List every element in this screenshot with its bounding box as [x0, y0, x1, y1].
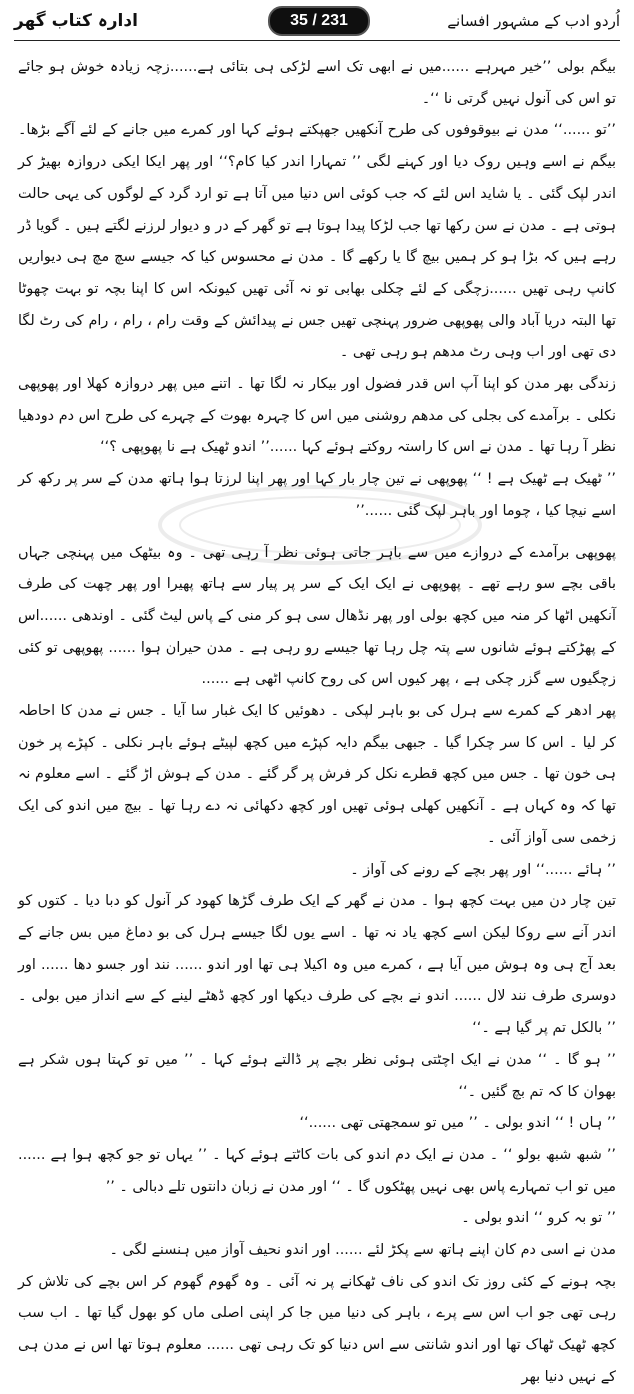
publisher-name: ادارہ کتاب گھر — [14, 11, 138, 31]
paragraph: مدن نے اسی دم کان اپنے ہاتھ سے پکڑ لئے ...... اور اندو نحیف آواز میں ہنسنے لگی ۔ — [109, 1242, 616, 1259]
paragraph: بچہ ہونے کے کئی روز تک اندو کی ناف ٹھکانے پر نہ آئی ۔ وہ گھوم گھوم کر اس بچے کی تلاش کر رہی تھی جو اب اس سے پرے ، باہر کی دنیا میں جا کر اپنی اصلی ماں کو بھول گیا تھا ۔ اب سب کچھ ٹھیک ٹھاک تھا اور اندو شانتی سے اس دنیا کو تک رہی تھی ...... معلوم ہوتا تھا اس نے مدن ہی کے نہیں دنیا بھر — [18, 1273, 616, 1385]
paragraph: تین چار دن میں بہت کچھ ہوا ۔ مدن نے گھر کے ایک طرف گڑھا کھود کر آنول کو دبا دیا ۔ کتوں کو اندر آنے سے روکا لیکن اسے کچھ یاد نہ تھا ۔ اسے یوں لگا جیسے ہرل کی بو دماغ میں بس جانے کے بعد آج ہی وہ ہوش میں آیا ہے ، کمرے میں وہ اکیلا ہی تھا اور اندو ...... نند اور جسو دھا ...... اور دوسری طرف نند لال ...... اندو نے بچے کی طرف دیکھا اور کچھ ڈھٹے لینے کے سے انداز میں بولی ۔ ’’ بالکل تم پر گیا ہے ۔‘‘ — [18, 893, 616, 1037]
paragraph: ’’ ہائے ......‘‘ اور پھر بچے کے رونے کی آواز ۔ — [350, 861, 616, 878]
paragraph: ’’ ہاں ! ‘‘ اندو بولی ۔ ’’ میں تو سمجھتی تھی ......‘‘ — [299, 1115, 616, 1132]
paragraph: ’’ ٹھیک ہے ٹھیک ہے ! ‘‘ پھوپھی نے تین چار بار کہا اور پھر اپنا لرزتا ہوا ہاتھ مدن کے سر پر رکھ کر اسے نیچا کیا ، چوما اور باہر لپک گئی ......’’ — [18, 471, 616, 519]
page-number-badge: 35 / 231 — [268, 6, 370, 36]
header-divider — [14, 40, 620, 41]
page-header — [14, 6, 620, 40]
paragraph: ’’ ہو گا ۔ ‘‘ مدن نے ایک اچٹتی ہوئی نظر بچے پر ڈالتے ہوئے کہا ۔ ’’ میں تو کہتا ہوں شکر ہے بھوان کا کہ تم بچ گئیں ۔‘‘ — [18, 1051, 616, 1100]
book-title: اُردو ادب کے مشہور افسانے — [447, 12, 620, 30]
paragraph: بیگم بولی ’’خیر مہرہے ......میں نے ابھی تک اسے لڑکی ہی بتائی ہے......زچہ زیادہ خوش ہو جائے تو اس کی آنول نہیں گرتی نا ‘‘۔ — [18, 59, 616, 107]
paragraph: ’’تو ......‘‘ مدن نے بیوقوفوں کی طرح آنکھیں جھپکتے ہوئے کہا اور کمرے میں جانے کے لئے آگے بڑھا۔ بیگم نے اسے وہیں روک دیا اور کہنے لگی ’’ تمہارا اندر کیا کام؟‘‘ اور پھر ایکا ایکی دروازہ بھیڑ کر اندر لپک گئی ۔ یا شاید اس لئے کہ جب کوئی اس دنیا میں آتا ہے تو ارد گرد کے لوگوں کی یہی حالت ہوتی ہے ۔ مدن نے سن رکھا تھا جب لڑکا پیدا ہوتا ہے تو گھر کے در و دیوار لرزنے لگتے ہیں ۔ گویا ڈر رہے ہیں کہ بڑا ہو کر ہمیں بیچ گا یا رکھے گا ۔ مدن نے محسوس کیا کہ جیسے سچ مچ ہی دیواریں کانپ رہی تھیں ......زچگی کے لئے چکلی بھابی تو نہ آئی تھیں کیونکہ اس کا اپنا بچہ تو بہت چھوٹا تھا البتہ دریا آباد والی پھوپھی ضرور پہنچی تھیں جس نے پیدائش کے وقت رام ، رام ، رام کی رٹ لگا دی تھی اور اب وہی رٹ مدھم ہو رہی تھی ۔ — [18, 122, 616, 361]
story-text — [18, 52, 616, 1385]
paragraph: پھوپھی برآمدے کے دروازے میں سے باہر جاتی ہوئی نظر آ رہی تھی ۔ وہ بیٹھک میں پہنچی جہاں باقی بچے سو رہے تھے ۔ پھوپھی نے ایک ایک کے سر پر پیار سے ہاتھ پھیرا اور پھر چھت کی طرف آنکھیں اٹھا کر منہ میں کچھ بولی اور پھر نڈھال سی ہو کر منی کے پاس لیٹ گئی ۔ اوندھی ......اس کے پھڑکتے ہوئے شانوں سے پتہ چل رہا تھا جیسے رو رہی ہے ۔ مدن حیران ہوا ...... پھوپھی تو کئی زچگیوں سے گزر چکی ہے ، پھر کیوں اس کی روح کانپ اٹھی ہے ...... — [18, 544, 616, 688]
paragraph: ’’ تو بہ کرو ‘‘ اندو بولی ۔ — [461, 1210, 616, 1227]
paragraph: ’’ شبھ شبھ بولو ‘‘ ۔ مدن نے ایک دم اندو کی بات کاٹتے ہوئے کہا ۔ ’’ یہاں تو جو کچھ ہوا ہے ...... میں تو اب تمہارے پاس بھی نہیں پھٹکوں گا ۔ ‘‘ اور مدن نے زبان دانتوں تلے دبالی ۔ ’’ — [18, 1146, 616, 1195]
paragraph: پھر ادھر کے کمرے سے ہرل کی بو باہر لپکی ۔ دھوئیں کا ایک غبار سا آیا ۔ جس نے مدن کا احاطہ کر لیا ۔ اس کا سر چکرا گیا ۔ جبھی بیگم دایہ کپڑے میں کچھ لپیٹے ہوئے باہر نکلی ۔ کپڑے پر خون ہی خون تھا ۔ جس میں کچھ قطرے نکل کر فرش پر گر گئے ۔ مدن کے ہوش اڑ گئے ۔ اسے معلوم نہ تھا کہ وہ کہاں ہے ۔ آنکھیں کھلی ہوئی تھیں اور کچھ دکھائی نہ دے رہا تھا ۔ بیچ میں اندو کی ایک زخمی سی آواز آئی ۔ — [18, 703, 616, 846]
paragraph: زندگی بھر مدن کو اپنا آپ اس قدر فضول اور بیکار نہ لگا تھا ۔ اتنے میں پھر دروازہ کھلا اور پھوپھی نکلی ۔ برآمدے کی بجلی کی مدھم روشنی میں اس کا چہرہ بھوت کے چہرے کی طرح اس دم دودھیا نظر آ رہا تھا ۔ مدن نے اس کا راستہ روکتے ہوئے کہا ......’’ اندو ٹھیک ہے نا پھوپھی ؟‘‘ — [18, 376, 616, 456]
